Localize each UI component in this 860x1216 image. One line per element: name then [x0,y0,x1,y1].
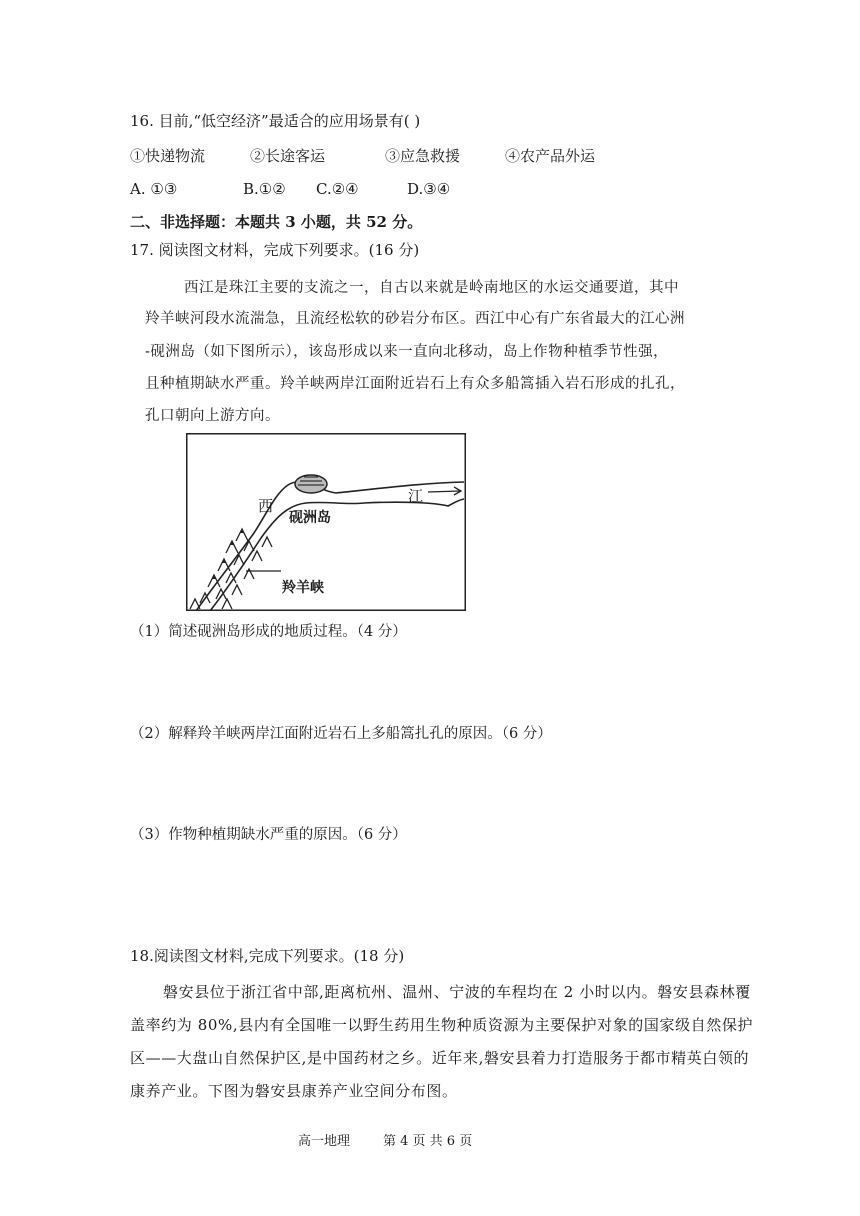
q17-material-line-5: 孔口朝向上游方向。 [145,408,280,424]
footer-page-info: 第 4 页 共 6 页 [383,1134,473,1149]
q17-stem: 17. 阅读图文材料，完成下列要求。(16 分) [130,241,420,259]
map-label-jiang: 江 [408,487,424,505]
q16-item-2: ②长途客运 [250,147,326,165]
q16-option-d: D.③④ [407,180,451,198]
q17-material-line-1: 西江是珠江主要的支流之一，自古以来就是岭南地区的水运交通要道，其中 [184,280,679,296]
q17-material-line-3: -砚洲岛（如下图所示），该岛形成以来一直向北移动，岛上作物种植季节性强， [145,344,669,360]
footer-subject: 高一地理 [298,1134,351,1149]
xijiang-map-figure [186,433,466,611]
q17-sub2: （2）解释羚羊峡两岸江面附近岩石上多船篙扎孔的原因。（6 分） [130,726,552,742]
q18-stem: 18.阅读图文材料,完成下列要求。(18 分) [130,947,405,965]
q18-material-line-3: 区——大盘山自然保护区,是中国药材之乡。近年来,磐安县着力打造服务于都市精英白领的 [130,1049,750,1067]
q16-item-4: ④农产品外运 [505,147,596,165]
q16-item-3: ③应急救援 [385,147,461,165]
q17-material-line-4: 且种植期缺水严重。羚羊峡两岸江面附近岩石上有众多船篙插入岩石形成的扎孔， [145,376,685,392]
section-heading: 二、非选择题：本题共 3 小题，共 52 分。 [130,213,423,231]
q18-material-line-4: 康养产业。下图为磐安县康养产业空间分布图。 [130,1082,458,1100]
q18-material-line-2: 盖率约为 80%,县内有全国唯一以野生药用生物种质资源为主要保护对象的国家级自然保护 [130,1016,754,1034]
q17-sub1: （1）简述砚洲岛形成的地质过程。（4 分） [130,624,407,640]
q16-option-c: C.②④ [316,180,359,198]
q18-material-line-1: 磐安县位于浙江省中部,距离杭州、温州、宁波的车程均在 2 小时以内。磐安县森林覆 [163,983,751,1001]
q17-sub3: （3）作物种植期缺水严重的原因。（6 分） [130,827,407,843]
q17-material-line-2: 羚羊峡河段水流湍急，且流经松软的砂岩分布区。西江中心有广东省最大的江心洲 [145,311,685,327]
q16-stem: 16. 目前,“低空经济”最适合的应用场景有( ) [130,112,421,130]
q16-item-1: ①快递物流 [130,147,206,165]
q16-option-b: B.①② [243,180,286,198]
map-label-island: 砚洲岛 [289,510,331,526]
map-label-xi: 西 [258,497,274,515]
q16-option-a: A. ①③ [130,180,178,198]
map-label-gorge: 羚羊峡 [282,580,324,596]
